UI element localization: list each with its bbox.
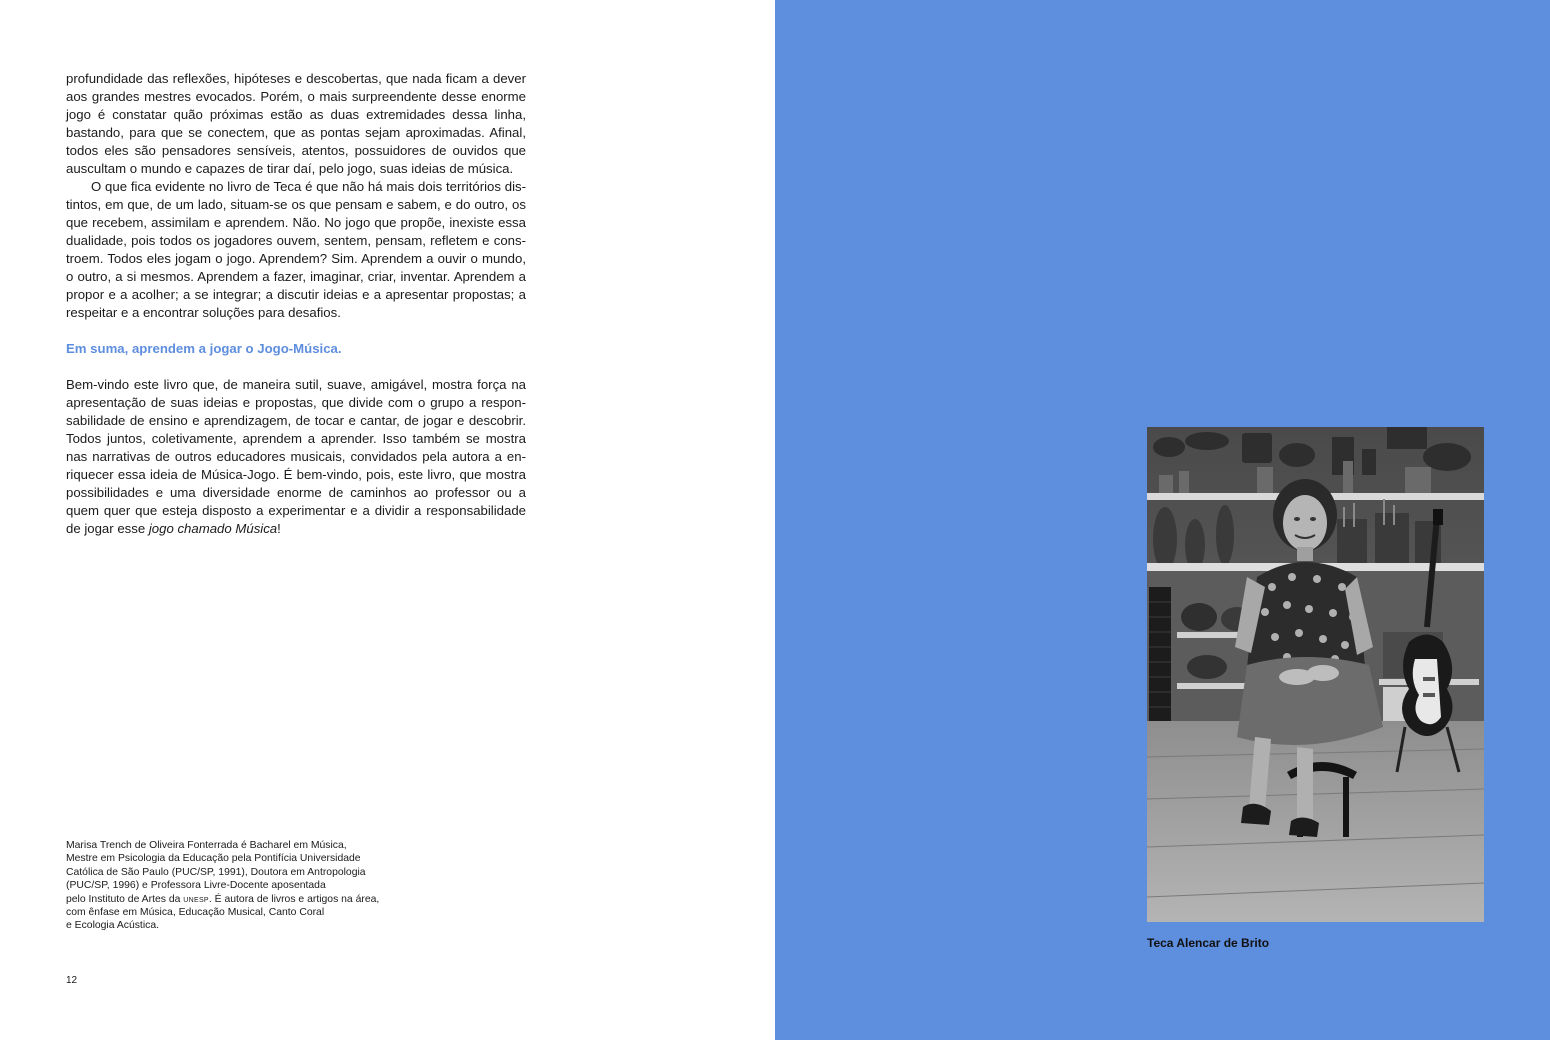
unesp-abbreviation: unesp	[183, 893, 209, 905]
photo-caption: Teca Alencar de Brito	[1147, 936, 1270, 950]
body-text	[66, 70, 526, 538]
bio-line: (PUC/SP, 1996) e Professora Livre-Docente aposentada	[66, 880, 326, 892]
page-number: 12	[66, 975, 78, 986]
closing-end: !	[277, 521, 281, 536]
right-page	[775, 0, 1550, 1040]
bio-line: Mestre em Psicologia da Educação pela Pontifícia Universidade	[66, 853, 361, 865]
woman-seated-with-guitar-photo	[1147, 427, 1484, 922]
bio-text: pelo Instituto de Artes da	[66, 893, 181, 905]
paragraph-2: O que fica evidente no livro de Teca é que não há mais dois territórios distintos, em que, de um lado, situam-se os que pensam e sabem, e do outro, os que recebem, assimilam e aprendem. Não. No jogo que propõe, inexiste essa dualidade, pois todos os jogadores ouvem, sentem, pensam, refletem e constroem. Todos eles jogam o jogo. Aprendem? Sim. Aprendem a ouvir o mundo, o outro, a si mesmos. Aprendem a fazer, imaginar, criar, inventar. Aprendem a propor e a acolher; a se integrar; a discutir ideias e a apresentar propostas; a respeitar e a encontrar soluções para desafios.	[66, 179, 526, 320]
bio-text: . É autora de livros e artigos na área,	[208, 893, 380, 905]
closing-italic-title: jogo chamado Música	[148, 521, 278, 536]
bio-line: Marisa Trench de Oliveira Fonterrada é Bacharel em Música,	[66, 840, 347, 851]
bio-line: com ênfase em Música, Educação Musical, Canto Coral	[66, 907, 325, 919]
bio-line: e Ecologia Acústica.	[66, 920, 159, 932]
bio-line: Católica de São Paulo (PUC/SP, 1991), Doutora em Antropologia	[66, 866, 366, 878]
highlight-sentence: Em suma, aprendem a jogar o Jogo-Música.	[66, 341, 342, 356]
bio-line	[66, 893, 406, 906]
closing-text: Bem-vindo este livro que, de maneira sutil, suave, amigável, mostra força na apresentação de suas ideias e propostas, que divide com o grupo a responsabilidade de ensino e aprendizagem, de tocar e cantar, de jogar e descobrir. Todos juntos, coletivamente, aprendem a aprender. Isso também se mostra nas narrativas de outros educadores musicais, convidados pela autora a enriquecer essa ideia de Música-Jogo. É bem-vindo, pois, este livro, que mostra possibilidades e uma diversidade enorme de caminhos ao professor ou a quem quer que esteja disposto a experimentar e a dividir a responsabilidade de jogar esse	[66, 377, 526, 536]
closing-paragraph	[66, 376, 526, 538]
author-bio	[66, 839, 406, 933]
paragraph-1: profundidade das reflexões, hipóteses e descobertas, que nada ficam a dever aos grandes mestres evocados. Porém, o mais surpreendente desse enorme jogo é constatar quão próximas estão as duas extremidades dessa linha, bastando, para que se conectem, que as pontas sejam aproximadas. Afinal, todos eles são pensadores sensíveis, atentos, possuidores de ouvidos que auscultam o mundo e capazes de tirar daí, pelo jogo, suas ideias de música.	[66, 71, 526, 176]
